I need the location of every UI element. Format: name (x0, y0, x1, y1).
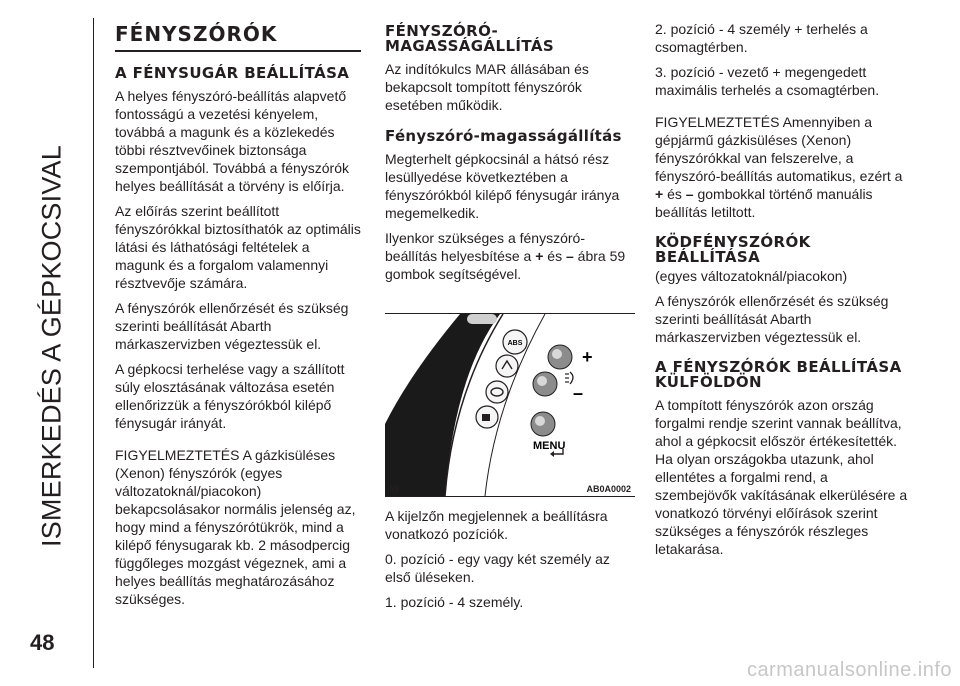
text-run: FIGYELMEZTETÉS Amennyiben a gépjármű gázkisüléses (Xenon) fényszórókkal van felszerelve, a fényszóró-beállítás automatikus, ezért a (655, 114, 903, 184)
plus-symbol: + (655, 186, 664, 202)
dashboard-illustration (385, 314, 635, 496)
fog-note: (egyes változatoknál/piacokon) (655, 268, 848, 284)
paragraph: 0. pozíció - egy vagy két személy az első üléseken. (385, 551, 610, 585)
paragraph (385, 229, 635, 283)
column-1 (115, 18, 361, 615)
paragraph: A tompított fényszórók azon ország forgalmi rendje szerint vannak beállítva, ahol a gépkocsit először értékesítették. Ha olyan országokba utazunk, ahol ellentétes a forgalmi rend, a szembejövők vakításának elkerülésére a vonatkozó törvényi előírások szerint szükséges a fényszórók részleges letakarása. (655, 397, 908, 557)
paragraph: 1. pozíció - 4 személy. (385, 594, 524, 610)
paragraph: 3. pozíció - vezető + megengedett maximális terhelés a csomagtérben. (655, 64, 880, 98)
paragraph: A kijelzőn megjelennek a beállításra vonatkozó pozíciók. (385, 508, 608, 542)
abs-label: ABS (507, 340, 523, 347)
subheading-headlight-leveling: Fényszóró-magasságállítás (385, 127, 622, 145)
minus-sign: – (573, 383, 584, 403)
paragraph: Az indítókulcs MAR állásában és bekapcsolt tompított fényszórók esetében működik. (385, 61, 589, 113)
text-run: és (667, 186, 682, 202)
paragraph: A fényszórók ellenőrzését és szükség szerinti beállítását Abarth márkaszervizben végeztessük el. (115, 300, 349, 352)
minus-symbol: – (565, 248, 574, 264)
text-run: Ilyenkor szükséges a fényszóró-beállítás helyesbítése a (385, 230, 585, 264)
heading-abroad-adjustment: A FÉNYSZÓRÓK BEÁLLÍTÁSA KÜLFÖLDÖN (655, 358, 902, 391)
heading-beam-adjustment: A FÉNYSUGÁR BEÁLLÍTÁSA (115, 64, 350, 82)
page-number: 48 (30, 630, 55, 655)
paragraph: A fényszórók ellenőrzését és szükség szerinti beállítását Abarth márkaszervizben végeztessük el. (655, 293, 889, 345)
text-run: gombokkal történő manuális beállítás letiltott. (655, 186, 873, 220)
column-3 (655, 20, 910, 565)
side-divider (93, 18, 94, 668)
plus-symbol: + (535, 248, 544, 264)
figure-number: 59 (389, 484, 400, 494)
plus-sign: + (582, 347, 593, 367)
text-run: és (547, 248, 563, 264)
heading-headlight-leveling: FÉNYSZÓRÓ-MAGASSÁGÁLLÍTÁS (385, 22, 555, 55)
paragraph: 2. pozíció - 4 személy + terhelés a csomagtérben. (655, 21, 868, 55)
heading-fog-lights: KÖDFÉNYSZÓRÓK BEÁLLÍTÁSA (655, 233, 811, 266)
minus-symbol: – (685, 186, 694, 202)
figure-59-leveling-buttons (385, 313, 635, 497)
paragraph: Megterhelt gépkocsinál a hátsó rész lesüllyedése következtében a fényszórókból kilépő fénysugár iránya megemelkedik. (385, 151, 620, 221)
text-run: ábra 59 gombok segítségével. (385, 248, 626, 282)
figure-code: AB0A0002 (586, 484, 631, 494)
column-2 (385, 18, 635, 618)
watermark: carmanualsonline.info (746, 659, 952, 681)
paragraph: A helyes fényszóró-beállítás alapvető fontosságú a vezetési kényelem, továbbá a magunk és a közlekedés többi résztvevőinek biztonsága szempontjából. Továbbá a fényszórók helyes beállítását a törvény is előírja. (115, 88, 349, 194)
section-side-title: ISMERKEDÉS A GÉPKOCSIVAL (36, 145, 67, 547)
paragraph: A gépkocsi terhelése vagy a szállított súly elosztásának változása esetén ellenőrizzük a fényszórókból kilépő fénysugár irányát. (115, 361, 345, 431)
warning-paragraph: FIGYELMEZTETÉS A gázkisüléses (Xenon) fényszórók (egyes változatoknál/piacokon) bekapcsolásakor normális jelenség az, hogy mind a fényszórótükrök, mind a kilépő fénysugarak kb. 2 másodpercig függőleges mozgást végeznek, ami a helyes beállítás meghatározásához szükséges. (115, 447, 356, 607)
menu-label: MENU (533, 440, 566, 452)
warning-paragraph (655, 113, 910, 221)
section-title-headlights: FÉNYSZÓRÓK (115, 18, 361, 52)
paragraph: Az előírás szerint beállított fényszórókkal biztosíthatók az optimális látási és láthatósági feltételek a magunk és a forgalom valamennyi résztvevője számára. (115, 203, 361, 291)
